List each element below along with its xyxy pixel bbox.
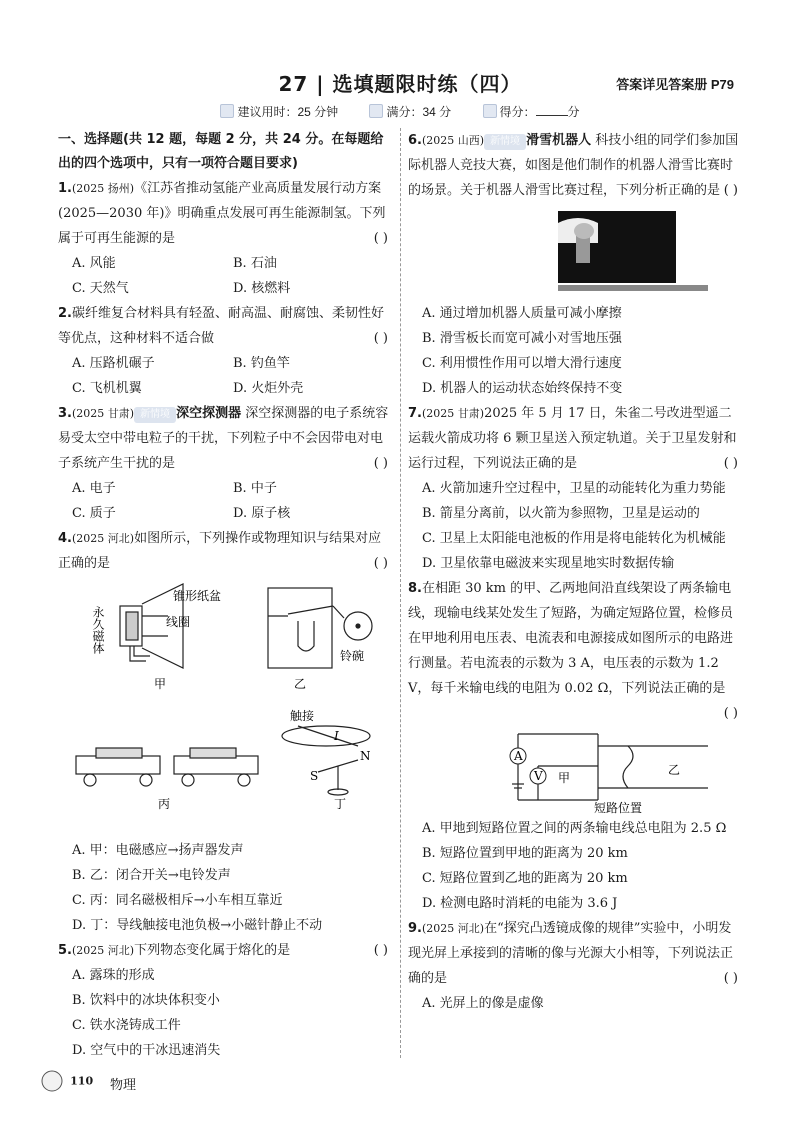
option[interactable]: C. 质子 [72,506,116,521]
label-chujie: 触接 [290,709,315,723]
clock-icon [220,104,234,118]
label-n: N [360,749,371,763]
footer-subject: 物理 [110,1077,137,1092]
label-lingwan: 铃碗 [340,649,365,663]
option[interactable]: B. 石油 [233,256,277,271]
option[interactable]: D. 检测电路时消耗的电能为 3.6 J [422,896,618,911]
option[interactable]: A. 甲：电磁感应→扬声器发声 [72,843,244,858]
label-jia: 甲 [154,677,167,691]
score-icon [369,104,383,118]
label-bing: 丙 [158,797,171,811]
question-7: 7.(2025 甘肃)2025 年 5 月 17 日，朱雀二号改进型遥二运载火箭成功将 6 颗卫星送入预定轨道。关于卫星发射和运行过程，下列说法正确的是 ( ) A. 火箭加速升空过程中，卫星的动能转化为重力势能 B. 箭星分离前，以火箭为参照物，卫星是运动的 C. 卫星上太阳能电池板的作用是将电能转化为机械能 D. 卫星依靠电磁波来实现星地实时数据传输 [408,401,744,576]
page-number: 110 [70,1074,94,1088]
option[interactable]: A. 火箭加速升空过程中，卫星的动能转化为重力势能 [422,481,726,496]
q4-figure [58,576,394,838]
label-yongjiu: 永久磁体 [91,606,105,654]
page-number-badge [38,1070,66,1092]
option[interactable]: C. 短路位置到乙地的距离为 20 km [422,871,628,886]
option[interactable]: A. 光屏上的像是虚像 [422,996,544,1011]
option[interactable]: A. 甲地到短路位置之间的两条输电线总电阻为 2.5 Ω [422,821,727,836]
option[interactable]: C. 丙：同名磁极相斥→小车相互靠近 [72,893,283,908]
circuit-figure [408,726,744,816]
left-column [58,128,394,1063]
label-yi: 乙 [294,677,307,691]
option[interactable]: C. 铁水浇铸成工件 [72,1018,181,1033]
page-title: 27 | 选填题限时练（四） [278,72,522,96]
new-context-tag: 新情境 [484,134,526,150]
label-a: A [514,749,523,763]
suggested-time: 建议用时：25 分钟 [220,103,338,120]
footer [38,1070,93,1092]
option[interactable]: B. 箭星分离前，以火箭为参照物，卫星是运动的 [422,506,700,521]
new-context-tag: 新情境 [134,407,176,423]
option[interactable]: B. 乙：闭合开关→电铃发声 [72,868,231,883]
label-zhuixing: 锥形纸盆 [173,589,222,603]
label-s: S [310,769,319,783]
option[interactable]: C. 利用惯性作用可以增大滑行速度 [422,356,622,371]
label-yi: 乙 [668,763,681,777]
cars-diagram [76,748,258,786]
option[interactable]: B. 短路位置到甲地的距离为 20 km [422,846,628,861]
option[interactable]: B. 钓鱼竿 [233,356,290,371]
question-2: 2.碳纤维复合材料具有轻盈、耐高温、耐腐蚀、柔韧性好等优点，这种材料不适合做 ( ) A. 压路机碾子 B. 钓鱼竿 C. 飞机机翼 D. 火炬外壳 [58,301,394,401]
option[interactable]: A. 通过增加机器人质量可减小摩擦 [422,306,622,321]
option[interactable]: D. 机器人的运动状态始终保持不变 [422,381,623,396]
option[interactable]: A. 露珠的形成 [72,968,155,983]
question-3: 3.(2025 甘肃) 新情境 深空探测器 深空探测器的电子系统容易受太空中带电粒子的干扰，下列粒子中不会因带电对电子系统产生干扰的是 ( ) A. 电子 B. 中子 C. 质子 D. 原子核 [58,401,394,526]
option[interactable]: B. 中子 [233,481,277,496]
column-divider [400,128,401,1058]
option[interactable]: C. 卫星上太阳能电池板的作用是将电能转化为机械能 [422,531,726,546]
label-xianquan: 线圈 [166,615,191,629]
question-4: 4.(2025 河北)如图所示，下列操作或物理知识与结果对应正确的是 ( ) 永久磁体 锥形纸盆 线圈 甲 铃碗 乙 丙 触接 I S N 丁 A. 甲：电磁感应→扬声器发声 B. 乙：闭合开关→电铃发声 C. 丙：同名磁极相斥→小车相互靠近 D. 丁：导线触接电池负极→小磁针静止不动 [58,526,394,938]
answer-reference: 答案详见答案册 P79 [616,77,734,92]
option[interactable]: D. 火炬外壳 [233,381,304,396]
option[interactable]: D. 核燃料 [233,281,291,296]
option[interactable]: C. 飞机机翼 [72,381,142,396]
compass-diagram [282,726,370,795]
right-column [408,128,744,1016]
option[interactable]: A. 电子 [72,481,116,496]
option[interactable]: B. 滑雪板长而宽可减小对雪地压强 [422,331,622,346]
option[interactable]: D. 丁：导线触接电池负极→小磁针静止不动 [72,918,323,933]
question-9: 9.(2025 河北)在“探究凸透镜成像的规律”实验中，小明发现光屏上承接到的清晰的像与光源大小相等，下列说法正确的是 ( ) A. 光屏上的像是虚像 [408,916,744,1016]
label-i: I [334,729,339,743]
label-jia: 甲 [558,771,571,785]
option[interactable]: D. 卫星依靠电磁波来实现星地实时数据传输 [422,556,675,571]
full-score: 满分：34 分 [369,103,451,120]
section-title: 一、选择题(共 12 题，每题 2 分，共 24 分。在每题给出的四个选项中，只有一项符合题目要求) [58,132,384,171]
question-8: 8.在相距 30 km 的甲、乙两地间沿直线架设了两条输电线，现输电线某处发生了短路，为确定短路位置，检修员在甲地利用电压表、电流表和电源接成如图所示的电路进行测量。若电流表的示数为 3 A，电压表的示数为 1.2 V，每千米输电线的电阻为 0.02 Ω，下列说法正确的是 ( ) A V 甲 乙 短路位置 A. 甲地到短路位置之间的两条输电线总电阻为 2.5 Ω B. 短路位置到甲地的距离为 20 km C. 短路位置到乙地的距离为 20 km D. 检测电路时消耗的电能为 3.6 J [408,576,744,916]
meta-row [0,103,800,120]
option[interactable]: D. 原子核 [233,506,291,521]
option[interactable]: B. 饮料中的冰块体积变小 [72,993,220,1008]
ski-robot-photo [408,203,744,301]
obtained-score: 得分： 分 [483,103,580,120]
question-5: 5.(2025 河北)下列物态变化属于熔化的是 ( ) A. 露珠的形成 B. 饮料中的冰块体积变小 C. 铁水浇铸成工件 D. 空气中的干冰迅速消失 [58,938,394,1063]
label-short: 短路位置 [594,801,643,815]
question-6: 6.(2025 山西) 新情境 滑雪机器人 科技小组的同学们参加国际机器人竞技大赛，如图是他们制作的机器人滑雪比赛时的场景。关于机器人滑雪比赛过程，下列分析正确的是 ( ) A. 通过增加机器人质量可减小摩擦 B. 滑雪板长而宽可减小对雪地压强 C. 利用惯性作用可以增大滑行速度 D. 机器人的运动状态始终保持不变 [408,128,744,401]
option[interactable]: D. 空气中的干冰迅速消失 [72,1043,221,1058]
pen-icon [483,104,497,118]
option[interactable]: A. 风能 [72,256,116,271]
label-ding: 丁 [334,797,347,811]
option[interactable]: C. 天然气 [72,281,129,296]
question-1: 1.(2025 扬州)《江苏省推动氢能产业高质量发展行动方案(2025—2030 年)》明确重点发展可再生能源制氢。下列属于可再生能源的是 ( ) A. 风能 B. 石油 C. 天然气 D. 核燃料 [58,176,394,301]
option[interactable]: A. 压路机碾子 [72,356,155,371]
label-v: V [534,769,543,783]
